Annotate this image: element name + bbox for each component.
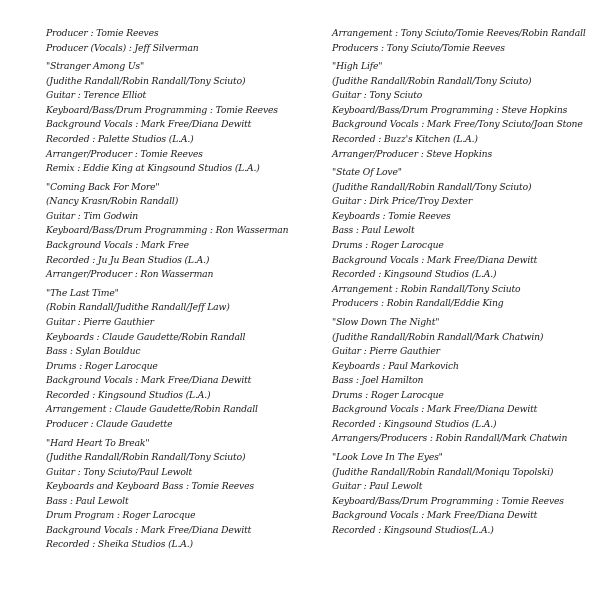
song-title: "Hard Heart To Break" — [46, 437, 150, 449]
credit-line: Recorded : Sheika Studios (L.A.) — [46, 539, 193, 551]
credit-line: Bass : Paul Lewolt — [46, 495, 129, 507]
credit-line: Bass : Sylan Boulduc — [46, 346, 141, 358]
credit-line: Background Vocals : Mark Free/Diana Dewitt — [46, 119, 252, 131]
credits-column-right — [332, 27, 594, 538]
song-credit-block — [332, 316, 594, 447]
song-credit-block — [332, 60, 594, 162]
song-credit-block — [332, 451, 594, 538]
credit-line: Recorded : Ju Ju Bean Studios (L.A.) — [46, 254, 210, 266]
credit-line: Drum Program : Roger Larocque — [46, 510, 196, 522]
credit-line: Keyboards and Keyboard Bass : Tomie Reeves — [46, 481, 254, 493]
credit-line: Arrangers/Producers : Robin Randall/Mark Chatwin — [332, 433, 568, 445]
song-title: "Look Love In The Eyes" — [332, 452, 443, 464]
credit-line: Producer (Vocals) : Jeff Silverman — [46, 42, 199, 54]
credit-line: Drums : Roger Larocque — [332, 240, 444, 252]
song-credit-block — [46, 437, 316, 553]
credit-line: Arrangement : Tony Sciuto/Tomie Reeves/Robin Randall — [332, 28, 586, 39]
credits-column-left — [46, 27, 316, 553]
songwriters: (Judithe Randall/Robin Randall/Moniqu Topolski) — [332, 466, 554, 478]
credit-line: Background Vocals : Mark Free/Diana Dewitt — [332, 404, 538, 416]
songwriters: (Judithe Randall/Robin Randall/Tony Sciuto) — [332, 181, 532, 193]
songwriters: (Nancy Krasn/Robin Randall) — [46, 196, 179, 208]
credit-line: Recorded : Kingsound Studios (L.A.) — [46, 389, 211, 401]
song-credit-block — [46, 181, 316, 283]
credit-line: Producers : Tony Sciuto/Tomie Reeves — [332, 42, 505, 54]
song-title: "The Last Time" — [46, 287, 119, 299]
credit-line: Bass : Paul Lewolt — [332, 225, 415, 237]
credit-line: Guitar : Tony Sciuto — [332, 90, 423, 102]
credit-line: Recorded : Kingsound Studios(L.A.) — [332, 524, 494, 536]
credit-line: Keyboard/Bass/Drum Programming : Steve Hopkins — [332, 104, 568, 116]
credit-line: Keyboard/Bass/Drum Programming : Ron Wasserman — [46, 225, 289, 237]
credit-line: Recorded : Kingsound Studios (L.A.) — [332, 418, 497, 430]
credit-line: Recorded : Buzz's Kitchen (L.A.) — [332, 134, 478, 146]
credit-line: Background Vocals : Mark Free/Diana Dewitt — [332, 254, 538, 266]
credit-line: Background Vocals : Mark Free/Diana Dewitt — [332, 510, 538, 522]
credit-line: Guitar : Tim Godwin — [46, 210, 139, 222]
credit-line: Guitar : Pierre Gauthier — [46, 316, 154, 328]
credit-line: Remix : Eddie King at Kingsound Studios (L.A.) — [46, 163, 260, 175]
songwriters: (Judithe Randall/Robin Randall/Tony Sciuto) — [332, 75, 532, 87]
credit-line: Arranger/Producer : Ron Wasserman — [46, 269, 214, 281]
song-title: "Stranger Among Us" — [46, 61, 145, 73]
credit-line: Arrangement : Robin Randall/Tony Sciuto — [332, 283, 521, 295]
credit-line: Guitar : Terence Elliot — [46, 90, 147, 102]
credit-line: Keyboards : Paul Markovich — [332, 360, 459, 372]
song-title: "State Of Love" — [332, 167, 402, 179]
credit-line: Drums : Roger Larocque — [46, 360, 158, 372]
song-credit-block — [332, 166, 594, 311]
credit-line: Keyboards : Tomie Reeves — [332, 210, 451, 222]
credit-line: Keyboard/Bass/Drum Programming : Tomie Reeves — [46, 104, 278, 116]
credit-line: Background Vocals : Mark Free — [46, 240, 189, 252]
credit-line: Recorded : Kingsound Studios (L.A.) — [332, 269, 497, 281]
credit-line: Arranger/Producer : Tomie Reeves — [46, 148, 203, 160]
credit-block-continued — [46, 27, 316, 56]
credit-line: Producers : Robin Randall/Eddie King — [332, 298, 504, 310]
credit-line: Bass : Joel Hamilton — [332, 375, 424, 387]
songwriters: (Judithe Randall/Robin Randall/Tony Sciuto) — [46, 452, 246, 464]
song-credit-block — [46, 287, 316, 432]
credit-line: Arrangement : Claude Gaudette/Robin Randall — [46, 404, 258, 416]
credit-line: Guitar : Pierre Gauthier — [332, 346, 440, 358]
credit-line: Background Vocals : Mark Free/Tony Sciuto/Joan Stone — [332, 119, 583, 131]
credit-line: Keyboard/Bass/Drum Programming : Tomie Reeves — [332, 495, 564, 507]
songwriters: (Robin Randall/Judithe Randall/Jeff Law) — [46, 302, 230, 314]
credit-line: Producer : Tomie Reeves — [46, 28, 159, 39]
song-title: "Coming Back For More" — [46, 181, 160, 193]
credit-block-continued — [332, 27, 594, 56]
credit-line: Drums : Roger Larocque — [332, 389, 444, 401]
credit-line: Background Vocals : Mark Free/Diana Dewitt — [46, 375, 252, 387]
songwriters: (Judithe Randall/Robin Randall/Mark Chatwin) — [332, 331, 544, 343]
song-title: "Slow Down The Night" — [332, 316, 440, 328]
credit-line: Background Vocals : Mark Free/Diana Dewitt — [46, 524, 252, 536]
song-credit-block — [46, 60, 316, 176]
credit-line: Guitar : Dirk Price/Troy Dexter — [332, 196, 473, 208]
songwriters: (Judithe Randall/Robin Randall/Tony Sciuto) — [46, 75, 246, 87]
song-title: "High Life" — [332, 61, 383, 73]
credit-line: Keyboards : Claude Gaudette/Robin Randall — [46, 331, 246, 343]
credit-line: Recorded : Palette Studios (L.A.) — [46, 134, 194, 146]
credit-line: Arranger/Producer : Steve Hopkins — [332, 148, 493, 160]
credit-line: Producer : Claude Gaudette — [46, 418, 173, 430]
credit-line: Guitar : Tony Sciuto/Paul Lewolt — [46, 466, 193, 478]
credit-line: Guitar : Paul Lewolt — [332, 481, 423, 493]
